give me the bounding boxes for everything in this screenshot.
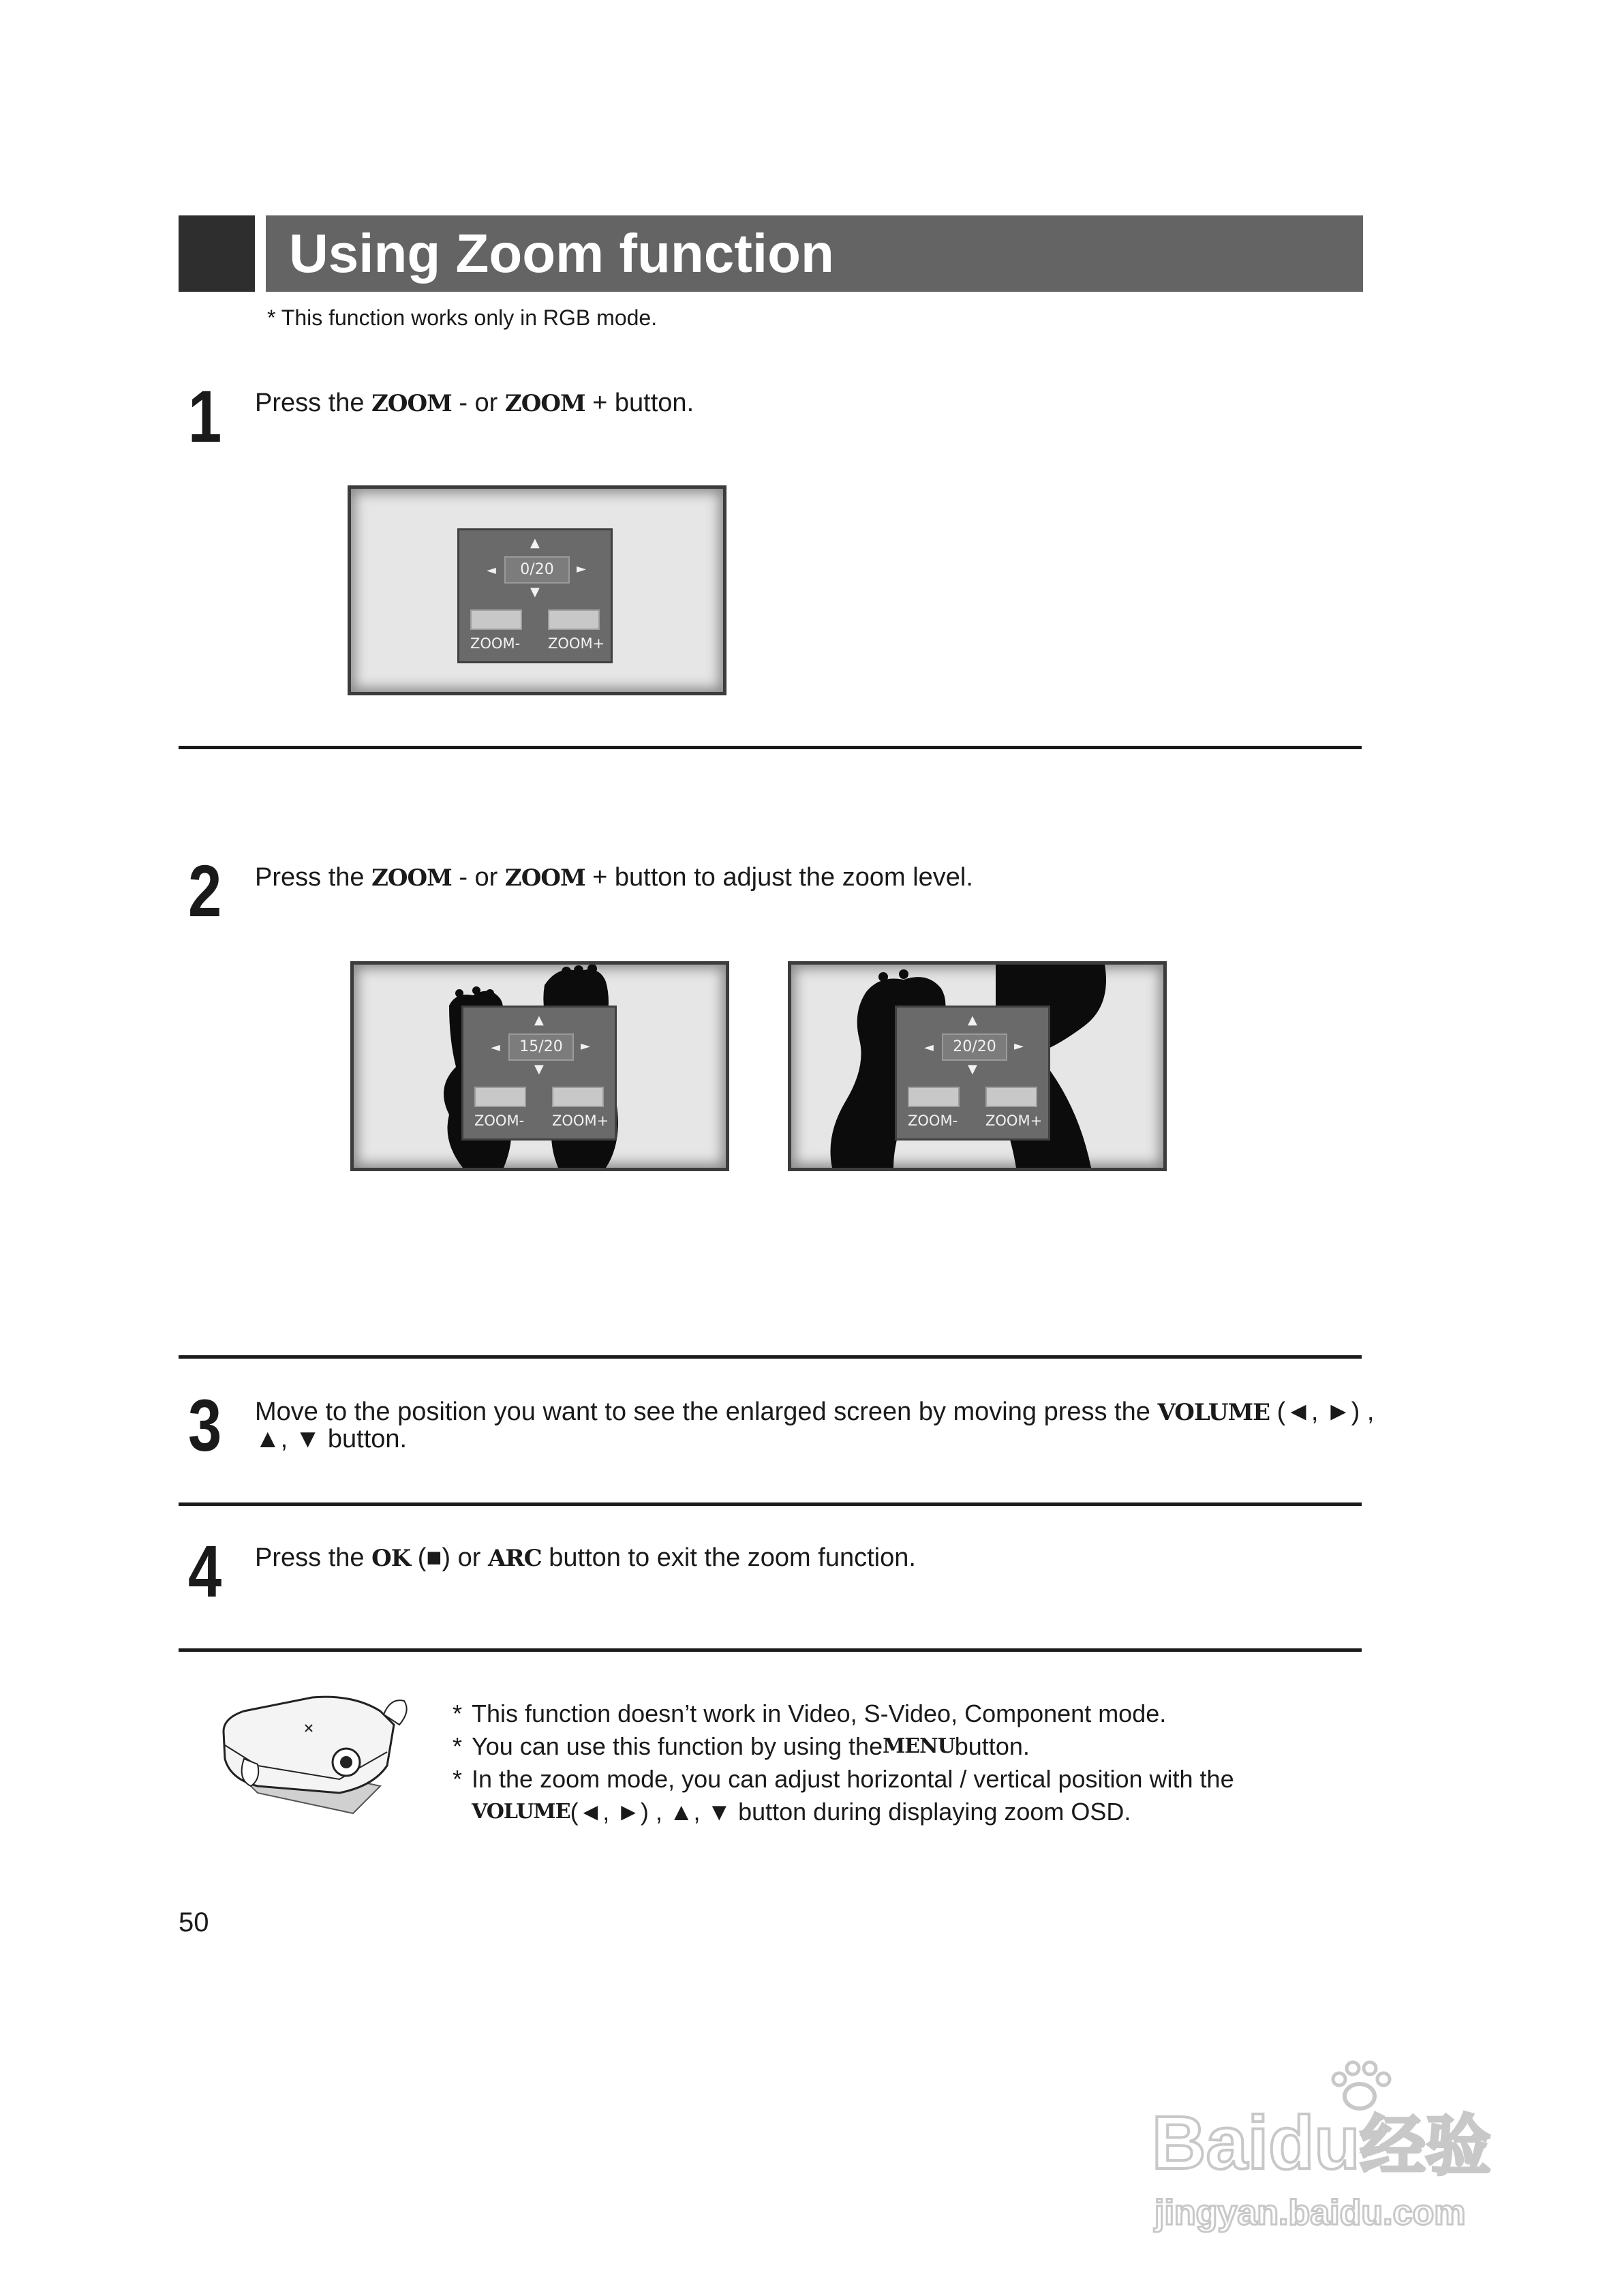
screen-zoom-15 [350,961,729,1171]
arc-keyword: ARC [487,1545,542,1572]
rgb-mode-note: * This function works only in RGB mode. [267,305,658,330]
up-arrow-icon: ▲ [968,1013,977,1027]
zoom-minus-label: ZOOM- [470,635,521,652]
zoom-minus-label: ZOOM- [474,1113,525,1129]
step-1-number: 1 [188,375,222,457]
header-block [179,215,255,292]
zoom-minus-button [474,1087,526,1107]
right-arrow-icon: ► [577,562,586,576]
down-arrow-icon: ▼ [530,585,540,599]
divider [179,746,1362,749]
zoom-plus-label: ZOOM+ [552,1113,609,1129]
menu-keyword: MENU [883,1734,955,1758]
zoom-minus-button [470,609,522,630]
step-2-number: 2 [188,849,222,932]
zoom-plus-label: ZOOM+ [548,635,605,652]
step-3-text-line2: ▲, ▼ button. [255,1425,408,1453]
zoom-plus-button [548,609,600,630]
zoom-minus-button [908,1087,960,1107]
up-arrow-icon: ▲ [530,536,540,550]
note-item-continuation: VOLUME (◄, ►) , ▲, ▼ button during displaying zoom OSD. [453,1796,1234,1828]
watermark-url: jingyan.baidu.com [1154,2193,1466,2233]
note-item: * This function doesn’t work in Video, S-Video, Component mode. [453,1700,1167,1727]
notes-block [453,1697,1234,1828]
volume-keyword: VOLUME [1157,1399,1270,1426]
step-3-number: 3 [188,1384,222,1466]
zoom-plus-button [985,1087,1037,1107]
zoom-plus-button [552,1087,604,1107]
page-number: 50 [179,1907,209,1937]
left-arrow-icon: ◄ [924,1040,934,1055]
zoom-keyword: ZOOM [504,390,585,417]
step-4-text: Press the OK (■) or ARC button to exit the zoom function. [255,1543,916,1572]
zoom-level-value: 15/20 [508,1033,574,1061]
watermark-brand: Baidu经验 [1152,2101,1491,2185]
step-1-text: Press the ZOOM - or ZOOM + button. [255,389,694,417]
baidu-watermark [1152,2059,1561,2236]
down-arrow-icon: ▼ [968,1062,977,1076]
ok-keyword: OK [371,1545,411,1572]
up-arrow-icon: ▲ [534,1013,544,1027]
screen-zoom-20 [788,961,1167,1171]
zoom-plus-label: ZOOM+ [985,1113,1043,1129]
page-title: Using Zoom function [289,223,834,284]
step-2-text: Press the ZOOM - or ZOOM + button to adjust the zoom level. [255,863,973,892]
projector-illustration [217,1684,414,1820]
zoom-osd [457,528,613,663]
step-4-number: 4 [188,1530,222,1612]
zoom-keyword: ZOOM [504,864,585,892]
left-arrow-icon: ◄ [487,563,496,577]
zoom-osd [895,1006,1050,1141]
zoom-osd [461,1006,617,1141]
note-item: * In the zoom mode, you can adjust horizontal / vertical position with the [453,1765,1234,1793]
divider [179,1648,1362,1652]
volume-keyword: VOLUME [472,1800,570,1824]
zoom-keyword: ZOOM [371,390,452,417]
step-3-text: Move to the position you want to see the enlarged screen by moving press the VOLUME (◄, ►) , [255,1398,1375,1426]
zoom-minus-label: ZOOM- [908,1113,958,1129]
divider [179,1355,1362,1359]
zoom-level-value: 20/20 [942,1033,1007,1061]
right-arrow-icon: ► [581,1039,590,1053]
zoom-level-value: 0/20 [504,556,570,584]
note-item: * You can use this function by using the MENU button. [453,1730,1234,1763]
screen-zoom-0 [348,485,726,695]
down-arrow-icon: ▼ [534,1062,544,1076]
right-arrow-icon: ► [1014,1039,1024,1053]
zoom-keyword: ZOOM [371,864,452,892]
divider [179,1502,1362,1506]
left-arrow-icon: ◄ [491,1040,500,1055]
